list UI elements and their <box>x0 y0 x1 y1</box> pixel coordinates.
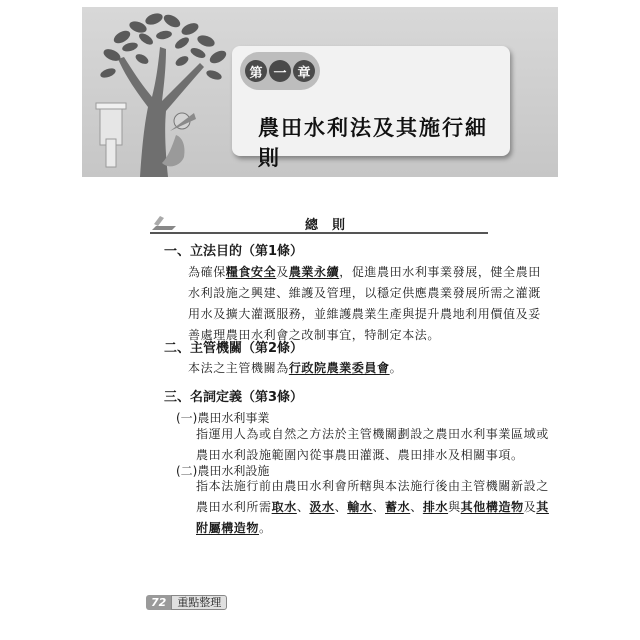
paragraph-line: 用水及擴大灌溉服務，並維護農業生產與提升農地利用價值及妥 <box>188 307 541 321</box>
paragraph-line: 水利設施之興建、維護及管理，以穩定供應農業發展所需之灌溉 <box>188 286 541 300</box>
footer-label: 重點整理 <box>171 595 227 610</box>
underlined-term: 農業永續 <box>288 265 340 279</box>
page-footer <box>146 594 227 610</box>
sub-item-label: (一)農田水利事業 <box>176 411 270 425</box>
chapter-char: 一 <box>269 60 291 82</box>
paragraph-line: 農田水利設施範圍內從事農田灌溉、農田排水及相關事項。 <box>196 448 524 462</box>
item-heading: 一、立法目的（第1條） <box>164 244 304 259</box>
underlined-term: 輸水 <box>347 500 373 514</box>
paragraph-line: 為確保糧食安全及農業永續，促進農田水利事業發展，健全農田 <box>188 265 541 279</box>
underlined-term: 附屬構造物 <box>196 521 260 535</box>
underlined-term: 蓄水 <box>385 500 411 514</box>
underlined-term: 其 <box>536 500 549 514</box>
underlined-term: 行政院農業委員會 <box>288 361 390 375</box>
underlined-term: 取水 <box>271 500 297 514</box>
underlined-term: 汲水 <box>309 500 335 514</box>
chapter-char: 章 <box>293 60 315 82</box>
paragraph-line: 附屬構造物。 <box>196 521 272 535</box>
paragraph-line: 善處理農田水利會之改制事宜，特制定本法。 <box>188 328 441 342</box>
chapter-title: 農田水利法及其施行細則 <box>258 116 488 170</box>
paragraph-line: 本法之主管機關為行政院農業委員會。 <box>188 361 403 375</box>
section-title: 總則 <box>305 218 360 233</box>
paragraph-line: 指本法施行前由農田水利會所轄與本法施行後由主管機關新設之 <box>196 479 549 493</box>
sub-item-label: (二)農田水利設施 <box>176 464 270 478</box>
underlined-term: 排水 <box>422 500 449 514</box>
underlined-term: 糧食安全 <box>225 265 277 279</box>
chapter-char: 第 <box>245 60 267 82</box>
page-number: 72 <box>146 595 171 610</box>
item-heading: 二、主管機關（第2條） <box>164 341 304 356</box>
paragraph-line: 農田水利所需取水、汲水、輸水、蓄水、排水與其他構造物及其 <box>196 500 549 514</box>
item-heading: 三、名詞定義（第3條） <box>164 390 304 405</box>
paragraph-line: 指運用人為或自然之方法於主管機關劃設之農田水利事業區域或 <box>196 427 549 441</box>
underlined-term: 其他構造物 <box>460 500 524 514</box>
